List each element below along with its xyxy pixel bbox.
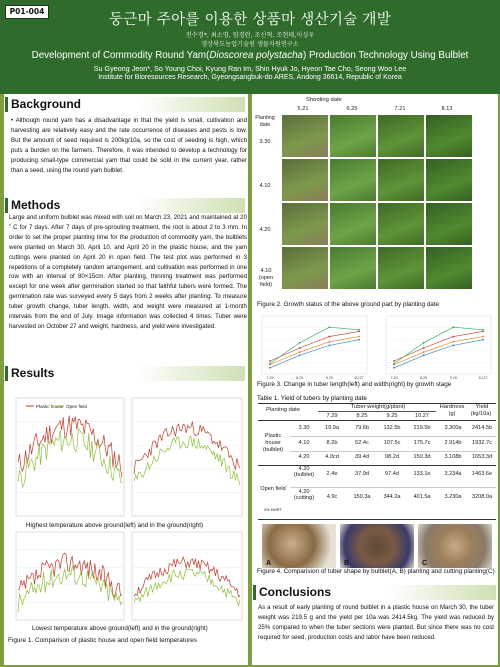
tuber-length-chart-x-tick: 10.27 bbox=[354, 376, 364, 380]
shoot-date-4: 8.13 bbox=[441, 106, 453, 112]
title-english bbox=[0, 50, 500, 61]
table-col-4: 10.27 bbox=[415, 413, 429, 419]
table-cell-weight: 4.9c bbox=[326, 494, 338, 500]
table-cell-yield: 2414.5b bbox=[471, 425, 493, 431]
table-cell-weight: 98.2d bbox=[385, 454, 399, 460]
table-cell-weight: 150.3a bbox=[353, 494, 371, 500]
table-group-plastic: Plastic house (bulblet) bbox=[262, 433, 284, 453]
growth-photo bbox=[378, 115, 424, 157]
title-en-species: Dioscorea polystacha bbox=[209, 50, 303, 61]
authors-english: Su Gyeong Jeon*, So Young Choi, Kyung Ran Im, Shin Hyuk Jo, Hyeon Tae Cho, Seong Woo Lee bbox=[93, 64, 407, 73]
table1 bbox=[258, 403, 496, 521]
tuber-photo-label: B bbox=[344, 560, 350, 567]
low-above-chart-frame bbox=[16, 532, 124, 620]
table-cell-hardness: 2.914b bbox=[444, 440, 462, 446]
table-dmrt-note: 5% DMRT bbox=[264, 508, 282, 512]
table-cell-weight: 8.2b bbox=[326, 440, 338, 446]
table-cell-weight: 401.5a bbox=[413, 494, 431, 500]
conclusions-heading: Conclusions bbox=[253, 585, 496, 600]
title-en-suffix: ) Production Technology Using Bulblet bbox=[303, 50, 469, 61]
legend-open-label: Open field bbox=[66, 404, 87, 409]
tuber-growth-charts bbox=[254, 310, 498, 380]
growth-photo bbox=[330, 115, 376, 157]
caption-lowest-temp: Lowest temperature above ground(left) and in the ground(right) bbox=[32, 625, 208, 632]
growth-photo bbox=[426, 115, 472, 157]
table-cell-date: 4.20 (bulblet) bbox=[293, 466, 315, 478]
shoot-date-3: 7.21 bbox=[394, 106, 406, 112]
planting-date-label: Planting date bbox=[255, 115, 275, 128]
table-group-open: Open field bbox=[260, 486, 286, 492]
high-above-chart-frame bbox=[16, 398, 124, 516]
growth-photo bbox=[378, 203, 424, 245]
title-korean: 둥근마 주아를 이용한 상품마 생산기술 개발 bbox=[108, 12, 392, 28]
authors-korean: 전수경*, 최소영, 임경란, 조신혁, 조현태,이성우 bbox=[185, 32, 315, 39]
table-cell-yield: 1463.6e bbox=[471, 471, 493, 477]
table-h-yield-unit: (kg/10a) bbox=[470, 411, 492, 417]
low-ground-chart-frame bbox=[132, 532, 242, 620]
tuber-length-chart-x-tick: 7.29 bbox=[266, 376, 274, 380]
tuber-photo-label: A bbox=[266, 560, 272, 567]
table-col-1: 7.29 bbox=[326, 413, 338, 419]
shoot-date-2: 6.25 bbox=[346, 106, 358, 112]
tuber-photo-label: C bbox=[422, 560, 428, 567]
tuber-width-chart-x-tick: 9.29 bbox=[449, 376, 457, 380]
table-h-hardness-unit: (g) bbox=[448, 411, 456, 417]
table-cell-weight: 97.4d bbox=[385, 471, 399, 477]
tuber-photo bbox=[262, 524, 336, 568]
table-cell-date: 4.20 bbox=[298, 454, 310, 460]
figure1-caption: Figure 1. Comparison of plastic house and open field temperatures bbox=[8, 637, 197, 644]
shooting-date-label: Shooting date bbox=[306, 97, 342, 103]
growth-photo bbox=[426, 159, 472, 201]
table-cell-weight: 39.4d bbox=[355, 454, 369, 460]
table-cell-weight: 52.4c bbox=[355, 440, 369, 446]
growth-photo bbox=[282, 159, 328, 201]
tuber-length-chart-x-tick: 8.25 bbox=[296, 376, 304, 380]
plant-row-4: 4.10 (open field) bbox=[258, 268, 274, 288]
figure2-caption: Figure 2. Growth status of the above ground part by planting date bbox=[257, 301, 440, 308]
growth-photo bbox=[426, 247, 472, 289]
table-cell-weight: 2.4e bbox=[326, 471, 338, 477]
table-cell-weight: 133.1e bbox=[413, 471, 431, 477]
background-text bbox=[11, 116, 247, 175]
tuber-length-chart-frame bbox=[262, 316, 367, 374]
table-cell-date: 3.30 bbox=[298, 425, 310, 431]
legend-plastic-label: Plastic house bbox=[36, 404, 64, 409]
title-bar bbox=[0, 0, 500, 94]
growth-photo bbox=[282, 115, 328, 157]
tuber-photo bbox=[418, 524, 492, 568]
plant-row-1: 3.30 bbox=[259, 139, 271, 145]
growth-photo bbox=[282, 247, 328, 289]
affiliation-english: Institute for Bioresources Research, Gyeongsangbuk-do ARES, Andong 36614, Republic of Korea bbox=[98, 74, 402, 81]
methods-heading: Methods bbox=[5, 198, 245, 213]
table-cell-hardness: 3.300a bbox=[444, 425, 462, 431]
table-row-divider bbox=[290, 487, 496, 488]
shoot-date-1: 5.21 bbox=[297, 106, 309, 112]
results-heading: Results bbox=[5, 366, 245, 381]
plant-row-2: 4.10 bbox=[259, 183, 271, 189]
tuber-width-chart-x-tick: 7.29 bbox=[390, 376, 398, 380]
table-cell-weight: 150.3d bbox=[413, 454, 431, 460]
tuber-length-chart-x-tick: 9.29 bbox=[325, 376, 333, 380]
table-cell-weight: 344.2a bbox=[383, 494, 401, 500]
table-cell-weight: 37.9d bbox=[355, 471, 369, 477]
background-heading: Background bbox=[5, 97, 245, 112]
table1-caption: Table 1. Yield of tubers by planting date bbox=[257, 395, 367, 402]
tuber-width-chart-frame bbox=[386, 316, 491, 374]
table-cell-weight: 132.5b bbox=[383, 425, 401, 431]
table-cell-hardness: 3.108b bbox=[444, 454, 462, 460]
growth-photo bbox=[282, 203, 328, 245]
tuber-shape-photos bbox=[262, 524, 494, 572]
growth-photo bbox=[330, 159, 376, 201]
table-cell-weight: 175.7c bbox=[413, 440, 431, 446]
figure3-caption: Figure 3. Change in tuber length(left) and width(right) by growth stage bbox=[257, 381, 452, 388]
plant-row-3: 4.20 bbox=[259, 227, 271, 233]
growth-photo bbox=[378, 247, 424, 289]
table-cell-weight: 4.0cd bbox=[325, 454, 339, 460]
table-cell-yield: 3208.0a bbox=[471, 494, 493, 500]
table-cell-hardness: 3.234a bbox=[444, 471, 462, 477]
tuber-photo bbox=[340, 524, 414, 568]
table-h-weight: Tuber weight(g/plant) bbox=[350, 404, 406, 410]
background-body: Although round yam has a disadvantage in that the yield is small, cultivation and harvesting are relatively easy and the rate occurrence of diseases and pests is low. But the amount of seed required is 200kg/10a, so the cost of seeding is high, which puts a burden on the farmers. Therefore, it was intended to develop a technology for producing small-type commercial yam that could be sold in the current year, rather than a seed, using the round yam bulblet. bbox=[11, 117, 247, 174]
affiliation-korean: 경상북도농업기술원 생물자원연구소 bbox=[201, 41, 299, 48]
table-h-yield: Yield bbox=[475, 404, 489, 410]
background-bullet: • bbox=[11, 117, 16, 124]
table-cell-weight: 19.9a bbox=[325, 425, 339, 431]
table-col-2: 8.25 bbox=[356, 413, 368, 419]
tuber-width-chart-x-tick: 8.25 bbox=[420, 376, 428, 380]
table-cell-yield: 1653.3d bbox=[471, 454, 493, 460]
high-ground-chart-frame bbox=[132, 398, 242, 516]
table-cell-date: 4.20 (cutting) bbox=[293, 489, 315, 501]
table-cell-date: 4.10 bbox=[298, 440, 310, 446]
temperature-charts bbox=[4, 384, 248, 639]
table-col-3: 9.25 bbox=[386, 413, 398, 419]
caption-highest-temp: Highest temperature above ground(left) and in the ground(right) bbox=[26, 522, 204, 529]
table-cell-weight: 79.6b bbox=[355, 425, 369, 431]
table-row-divider bbox=[290, 436, 496, 437]
growth-photo bbox=[426, 203, 472, 245]
growth-photo bbox=[330, 203, 376, 245]
conclusions-text: As a result of early planting of round bulblet in a plastic house on March 30, the tuber weight was 219.5 g and the yield per 10a was 2414.5kg. The yield was reduced by 25% compared to when the tuber sections were planted. But since there was no cost required for seed, production costs and labor have been reduced. bbox=[258, 604, 494, 641]
table-cell-weight: 219.5b bbox=[413, 425, 431, 431]
table-cell-hardness: 3.230a bbox=[444, 494, 462, 500]
table-h-hardness: Hardness bbox=[439, 404, 465, 410]
figure4-caption: Figure 4. Comparision of tuber shape by bulblet(A, B) planting and cutting planting(C) bbox=[257, 568, 495, 575]
poster-code-badge: P01-004 bbox=[5, 5, 49, 19]
table-row-divider bbox=[290, 451, 496, 452]
methods-text: Large and uniform bulblet was mixed with soil on March 23, 2021 and maintained at 20 ˚ C for 7 days. After 7 days of pre-sprouting treatment, the root is about 2 to 3 mm. In order to set the proper planting time for the production of commodity yam, the bulblets were planted on March 30, April 10, and April 20 in the plastic house, and the yam cuttings were planted on April 20 in open field. The test plot was performed in 3 repetitions of a completely random arrangement, and cultivation was performed in one row with an interval of 80×15cm. After planting, thinning treatment was performed except for one week after germination started so that faithful tubers were formed. The germination rate was surveyed every 5 days from 2 weeks after planting. To measure tuber growth change, tuber length, width, and weight were measured at 1-month intervals from the end of July. Image information was collected 4 times. Tuber were harvested on October 27 and weight, hardness, and yield were investigated. bbox=[9, 214, 247, 330]
table-cell-yield: 1932.7c bbox=[472, 440, 492, 446]
title-en-prefix: Development of Commodity Round Yam( bbox=[31, 50, 210, 61]
growth-photo bbox=[330, 247, 376, 289]
table-h-planting: Planting date bbox=[266, 407, 300, 413]
tuber-width-chart-x-tick: 10.27 bbox=[478, 376, 488, 380]
growth-photo bbox=[378, 159, 424, 201]
table-cell-weight: 107.5c bbox=[383, 440, 401, 446]
